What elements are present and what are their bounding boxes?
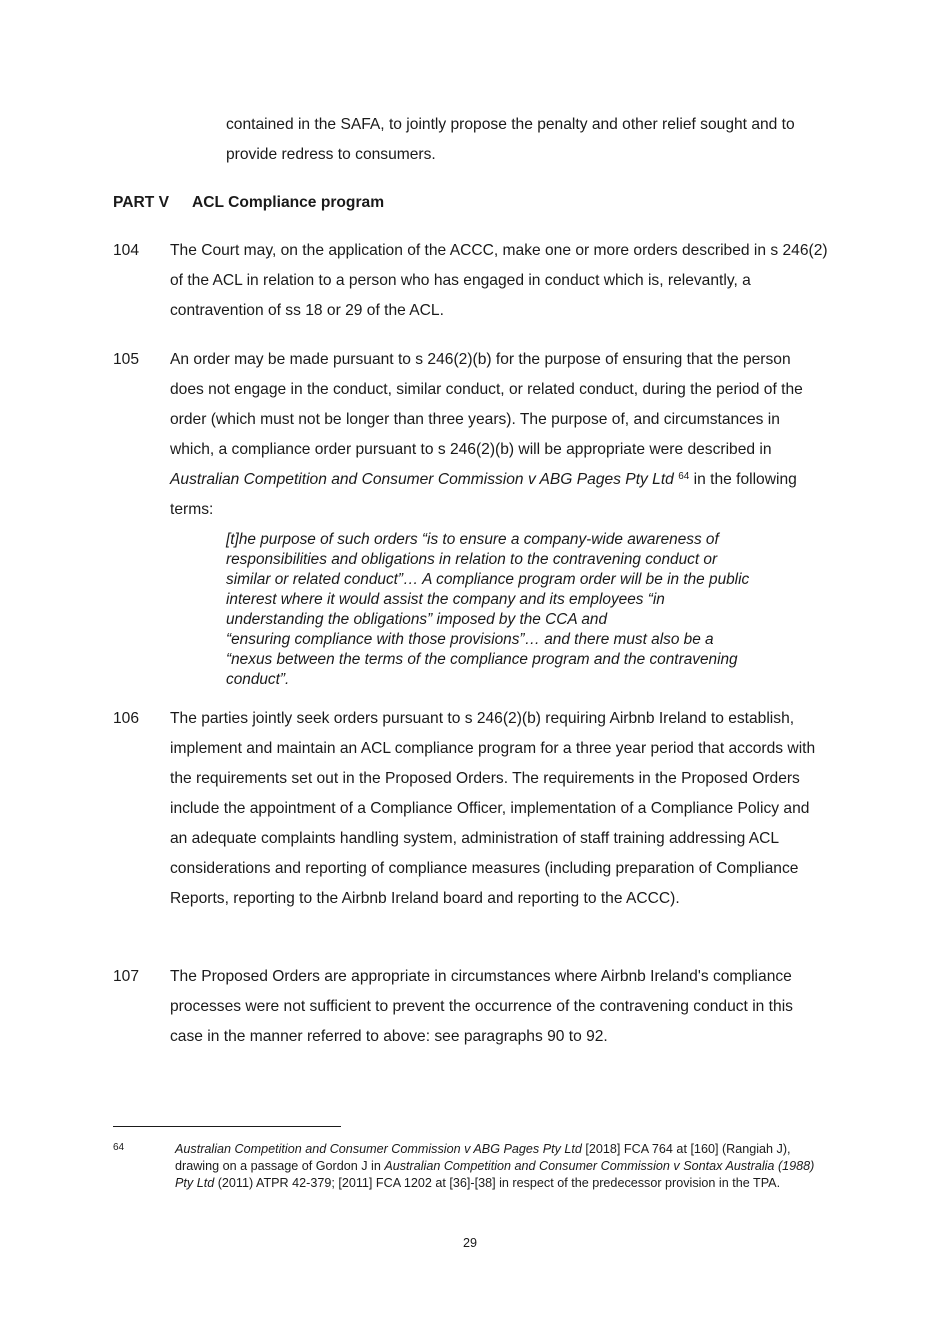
footnote-text-part: [2018] FCA 764 at [160] (Rangiah J), drawing on a passage of Gordon J in — [175, 1142, 791, 1173]
footnote-text-part: (2011) ATPR 42-379; [2011] FCA 1202 at [36]-[38] in respect of the predecessor provision in the TPA. — [214, 1176, 781, 1190]
quote-line: similar or related conduct”… A compliance program order will be in the public — [226, 571, 750, 588]
footnote-reference[interactable]: 64 — [678, 471, 690, 482]
quote-line: [t]he purpose of such orders “is to ensure a company-wide awareness of — [226, 531, 719, 548]
paragraph-107 — [113, 962, 828, 1052]
heading-title: ACL Compliance program — [192, 194, 385, 211]
quote-line: conduct”. — [226, 671, 290, 688]
case-citation: Australian Competition and Consumer Commission v ABG Pages Pty Ltd — [170, 471, 674, 488]
paragraph-text-before: An order may be made pursuant to s 246(2)(b) for the purpose of ensuring that the person does not engage in the conduct, similar conduct, or related conduct, during the period of the order (which must not be longer than three years). The purpose of, and circumstances in which, a compliance order pursuant to s 246(2)(b) will be appropriate were described in — [170, 351, 803, 458]
paragraph-105 — [113, 345, 828, 525]
continuation-text: contained in the SAFA, to jointly propose the penalty and other relief sought and to provide redress to consumers. — [226, 116, 795, 163]
quote-line: “nexus between the terms of the compliance program and the contravening — [226, 651, 738, 668]
paragraph-106 — [113, 704, 828, 914]
quote-line: responsibilities and obligations in relation to the contravening conduct or — [226, 551, 718, 568]
footnote-number: 64 — [113, 1142, 125, 1153]
quote-line: understanding the obligations” imposed by the CCA and — [226, 611, 608, 628]
continuation-paragraph — [226, 110, 826, 170]
page-number: 29 — [462, 1236, 477, 1250]
quote-line: interest where it would assist the company and its employees “in — [226, 591, 665, 608]
footnote-text — [175, 1141, 833, 1192]
block-quote — [226, 530, 826, 690]
paragraph-text: The Proposed Orders are appropriate in circumstances where Airbnb Ireland's compliance processes were not sufficient to prevent the occurrence of the contravening conduct in this case in the manner referred to above: see paragraphs 90 to 92. — [170, 968, 793, 1045]
section-heading — [113, 190, 384, 216]
heading-part-number: PART V — [113, 194, 170, 211]
paragraph-number: 105 — [113, 351, 140, 368]
paragraph-text — [170, 345, 828, 525]
footnote — [113, 1141, 833, 1192]
paragraph-104 — [113, 236, 828, 326]
footnote-separator — [113, 1126, 341, 1127]
footnote-case-citation: Australian Competition and Consumer Commission v Sontax Australia (1988) Pty Ltd — [175, 1159, 815, 1190]
paragraph-text: The Court may, on the application of the ACCC, make one or more orders described in s 246(2) of the ACL in relation to a person who has engaged in conduct which is, relevantly, a contravention of ss 18 or 29 of the ACL. — [170, 242, 828, 319]
paragraph-number: 106 — [113, 710, 140, 727]
quote-line: “ensuring compliance with those provisions”… and there must also be a — [226, 631, 714, 648]
paragraph-number: 104 — [113, 242, 140, 259]
paragraph-text: The parties jointly seek orders pursuant to s 246(2)(b) requiring Airbnb Ireland to establish, implement and maintain an ACL compliance program for a three year period that accords with the requirements set out in the Proposed Orders. The requirements in the Proposed Orders include the appointment of a Compliance Officer, implementation of a Compliance Policy and an adequate complaints handling system, administration of staff training addressing ACL considerations and reporting of compliance measures (including preparation of Compliance Reports, reporting to the Airbnb Ireland board and reporting to the ACCC). — [170, 710, 816, 907]
paragraph-text-after: in the following terms: — [170, 471, 797, 518]
footnote-case-citation: Australian Competition and Consumer Commission v ABG Pages Pty Ltd — [175, 1142, 582, 1156]
paragraph-number: 107 — [113, 968, 140, 985]
